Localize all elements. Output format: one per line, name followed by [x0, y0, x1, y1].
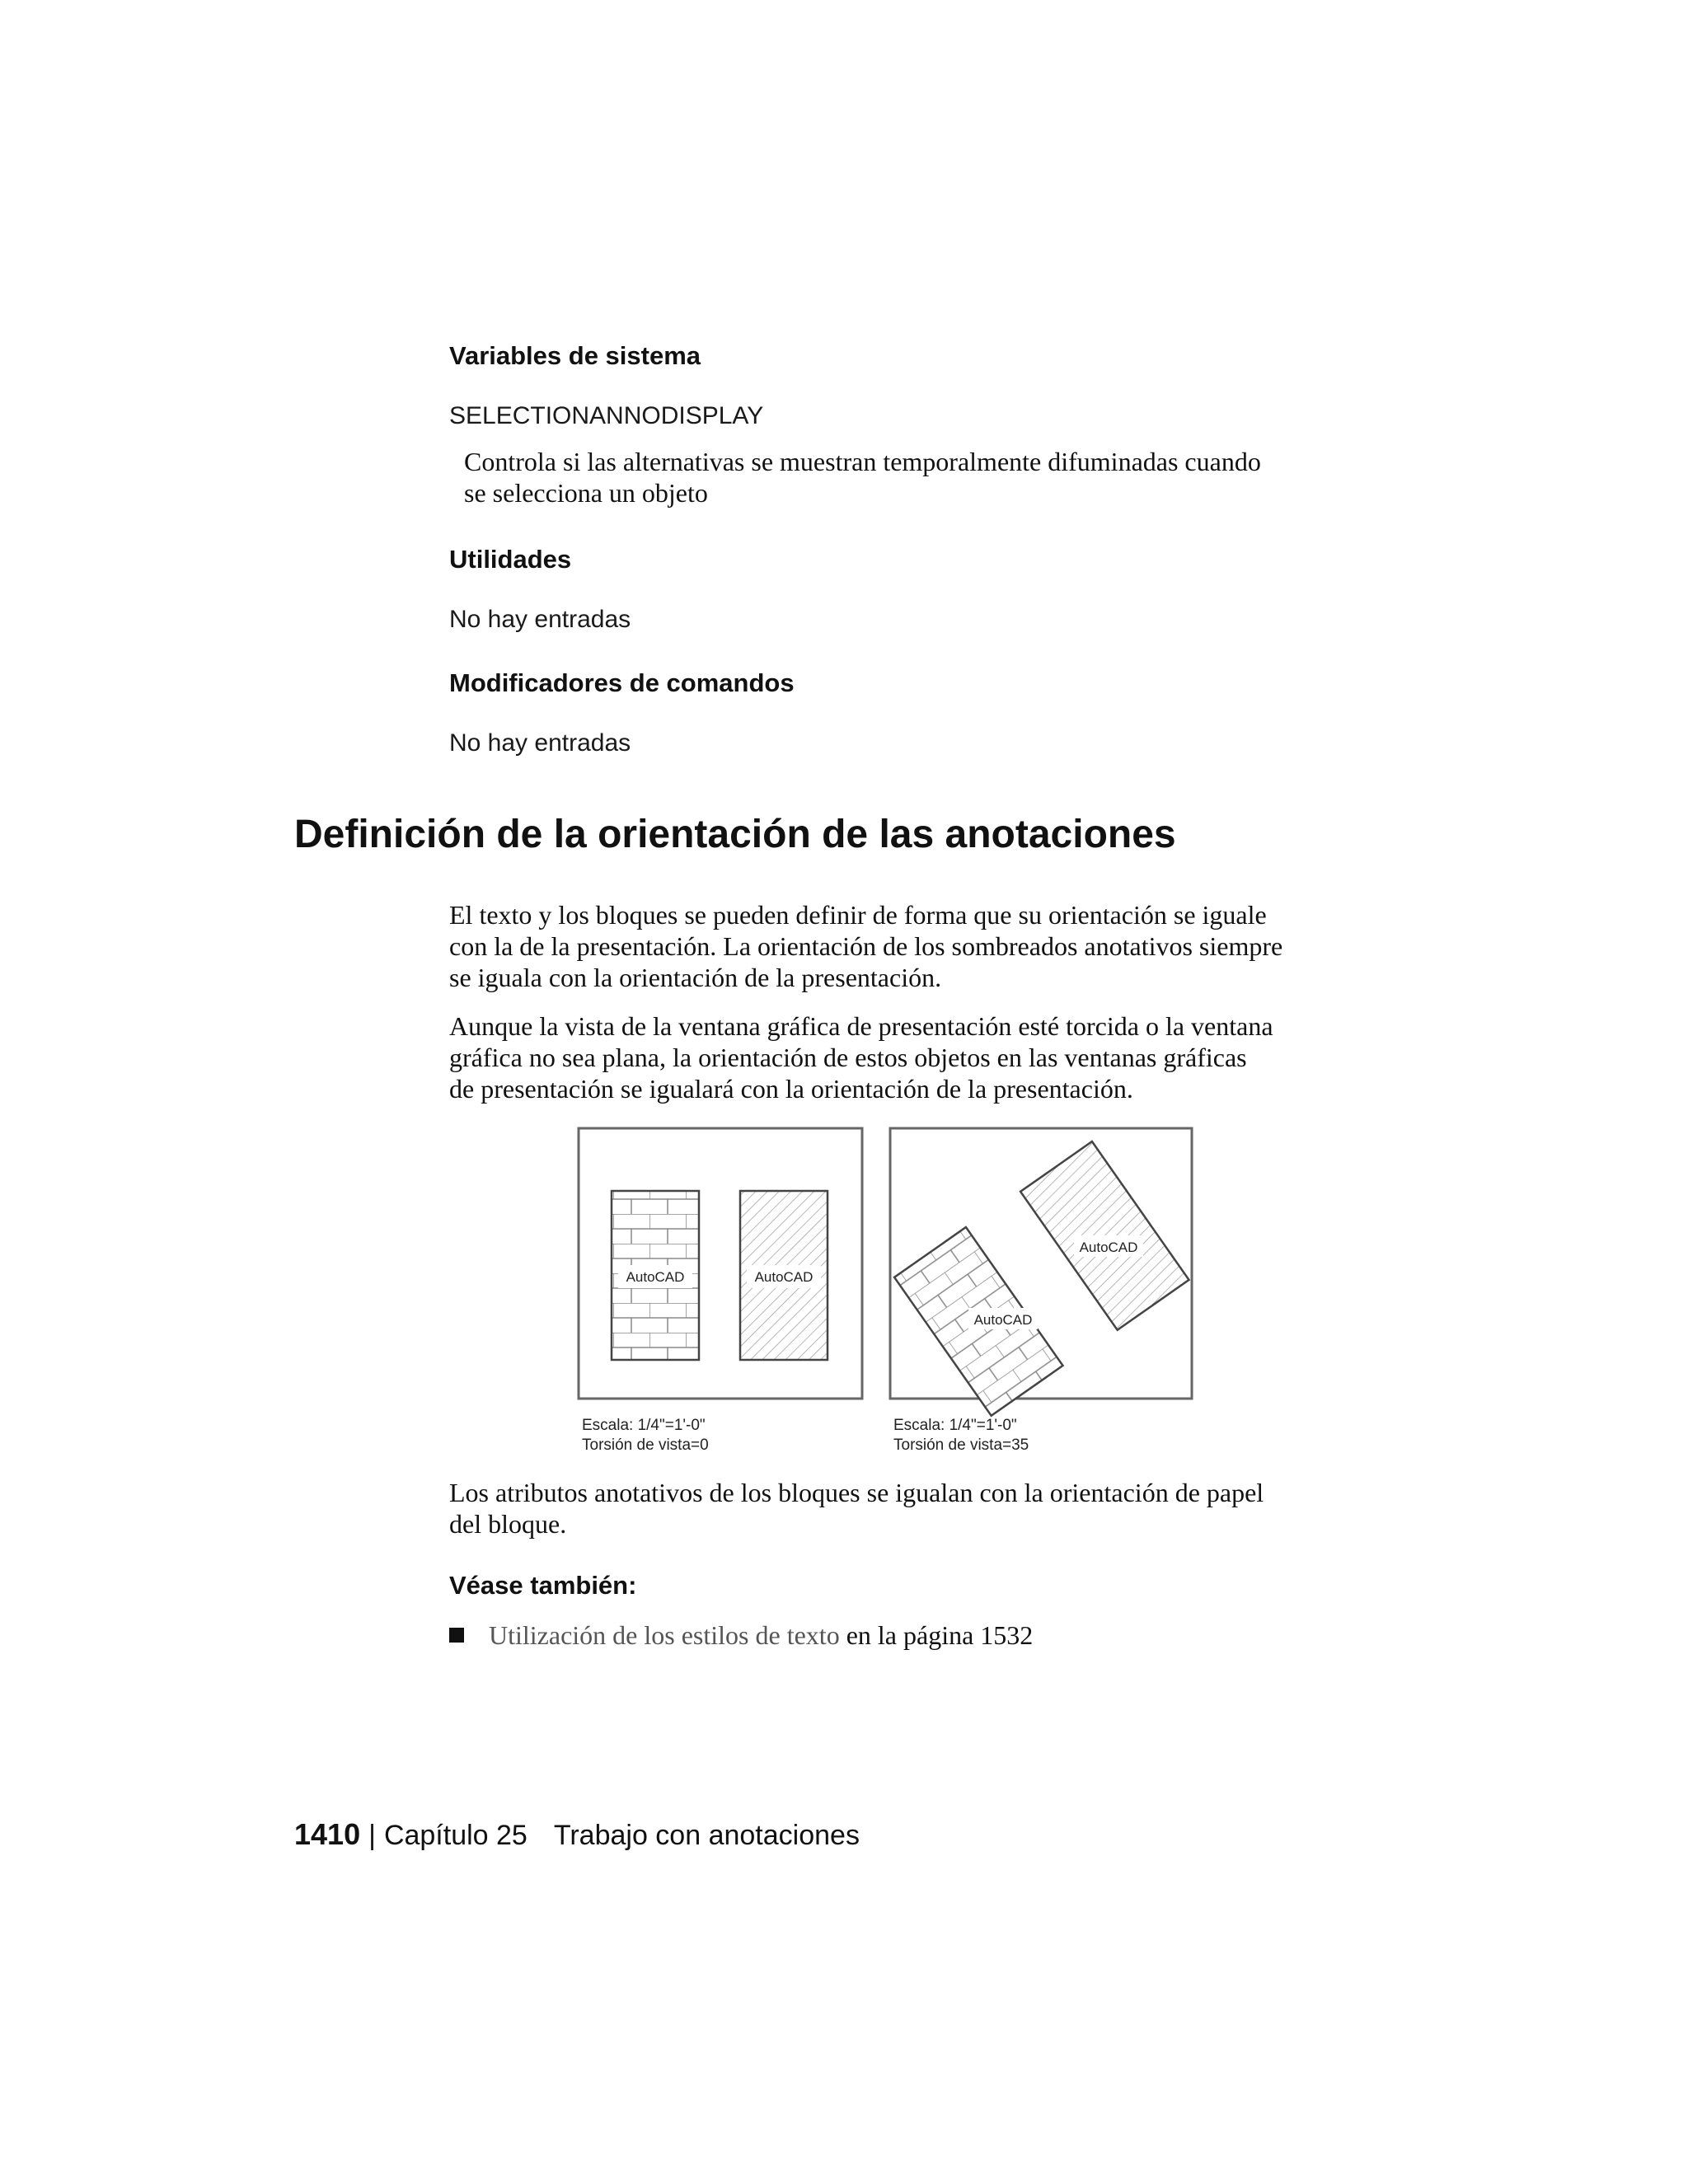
system-variable-name: SELECTIONANNODISPLAY	[449, 402, 764, 429]
see-also-link[interactable]: Utilización de los estilos de texto	[489, 1620, 840, 1650]
paragraph-1	[449, 899, 1282, 993]
block-label: AutoCAD	[754, 1269, 814, 1285]
paragraph-line: del bloque.	[449, 1509, 567, 1539]
chapter-title: Trabajo con anotaciones	[553, 1820, 860, 1851]
block-label: AutoCAD	[1079, 1240, 1138, 1255]
block-label: AutoCAD	[626, 1269, 685, 1285]
brick-block-left	[612, 1191, 699, 1360]
paragraph-line: gráfica no sea plana, la orientación de estos objetos en las ventanas gráficas	[449, 1043, 1247, 1072]
paragraph-line: Los atributos anotativos de los bloques se igualan con la orientación de papel	[449, 1478, 1264, 1507]
utilities-text: No hay entradas	[449, 606, 631, 633]
page-number: 1410	[294, 1817, 361, 1851]
bullet-square-icon	[449, 1628, 464, 1643]
utilities-heading: Utilidades	[449, 545, 572, 574]
system-variables-heading: Variables de sistema	[449, 341, 701, 370]
right-caption-twist: Torsión de vista=35	[893, 1436, 1029, 1454]
chapter-label: Capítulo 25	[383, 1820, 528, 1851]
left-caption-twist: Torsión de vista=0	[582, 1436, 709, 1454]
section-title: Definición de la orientación de las anotaciones	[294, 813, 1176, 856]
system-variable-description-line: Controla si las alternativas se muestran temporalmente difuminadas cuando	[464, 447, 1261, 476]
command-modifiers-heading: Modificadores de comandos	[449, 668, 795, 697]
paragraph-line: de presentación se igualará con la orientación de la presentación.	[449, 1074, 1133, 1104]
paragraph-line: se iguala con la orientación de la presentación.	[449, 963, 942, 992]
paragraph-line: El texto y los bloques se pueden definir de forma que su orientación se iguale	[449, 900, 1267, 930]
right-caption-scale: Escala: 1/4"=1'-0"	[893, 1417, 1017, 1434]
command-modifiers-text: No hay entradas	[449, 729, 631, 757]
left-caption-scale: Escala: 1/4"=1'-0"	[582, 1417, 706, 1434]
hatch-block-left	[740, 1191, 828, 1360]
page-footer	[294, 1817, 860, 1852]
block-label: AutoCAD	[973, 1312, 1033, 1328]
see-also-suffix: en la página 1532	[839, 1620, 1034, 1650]
orientation-figure	[577, 1125, 1203, 1471]
system-variable-description	[464, 446, 1261, 509]
paragraph-3	[449, 1477, 1264, 1540]
see-also-item	[449, 1619, 1033, 1651]
paragraph-line: Aunque la vista de la ventana gráfica de presentación esté torcida o la ventana	[449, 1011, 1273, 1041]
see-also-heading: Véase también:	[449, 1571, 637, 1600]
footer-separator: |	[368, 1820, 376, 1851]
paragraph-line: con la de la presentación. La orientación de los sombreados anotativos siempre	[449, 931, 1283, 961]
paragraph-2	[449, 1010, 1273, 1104]
system-variable-description-line: se selecciona un objeto	[464, 478, 708, 508]
